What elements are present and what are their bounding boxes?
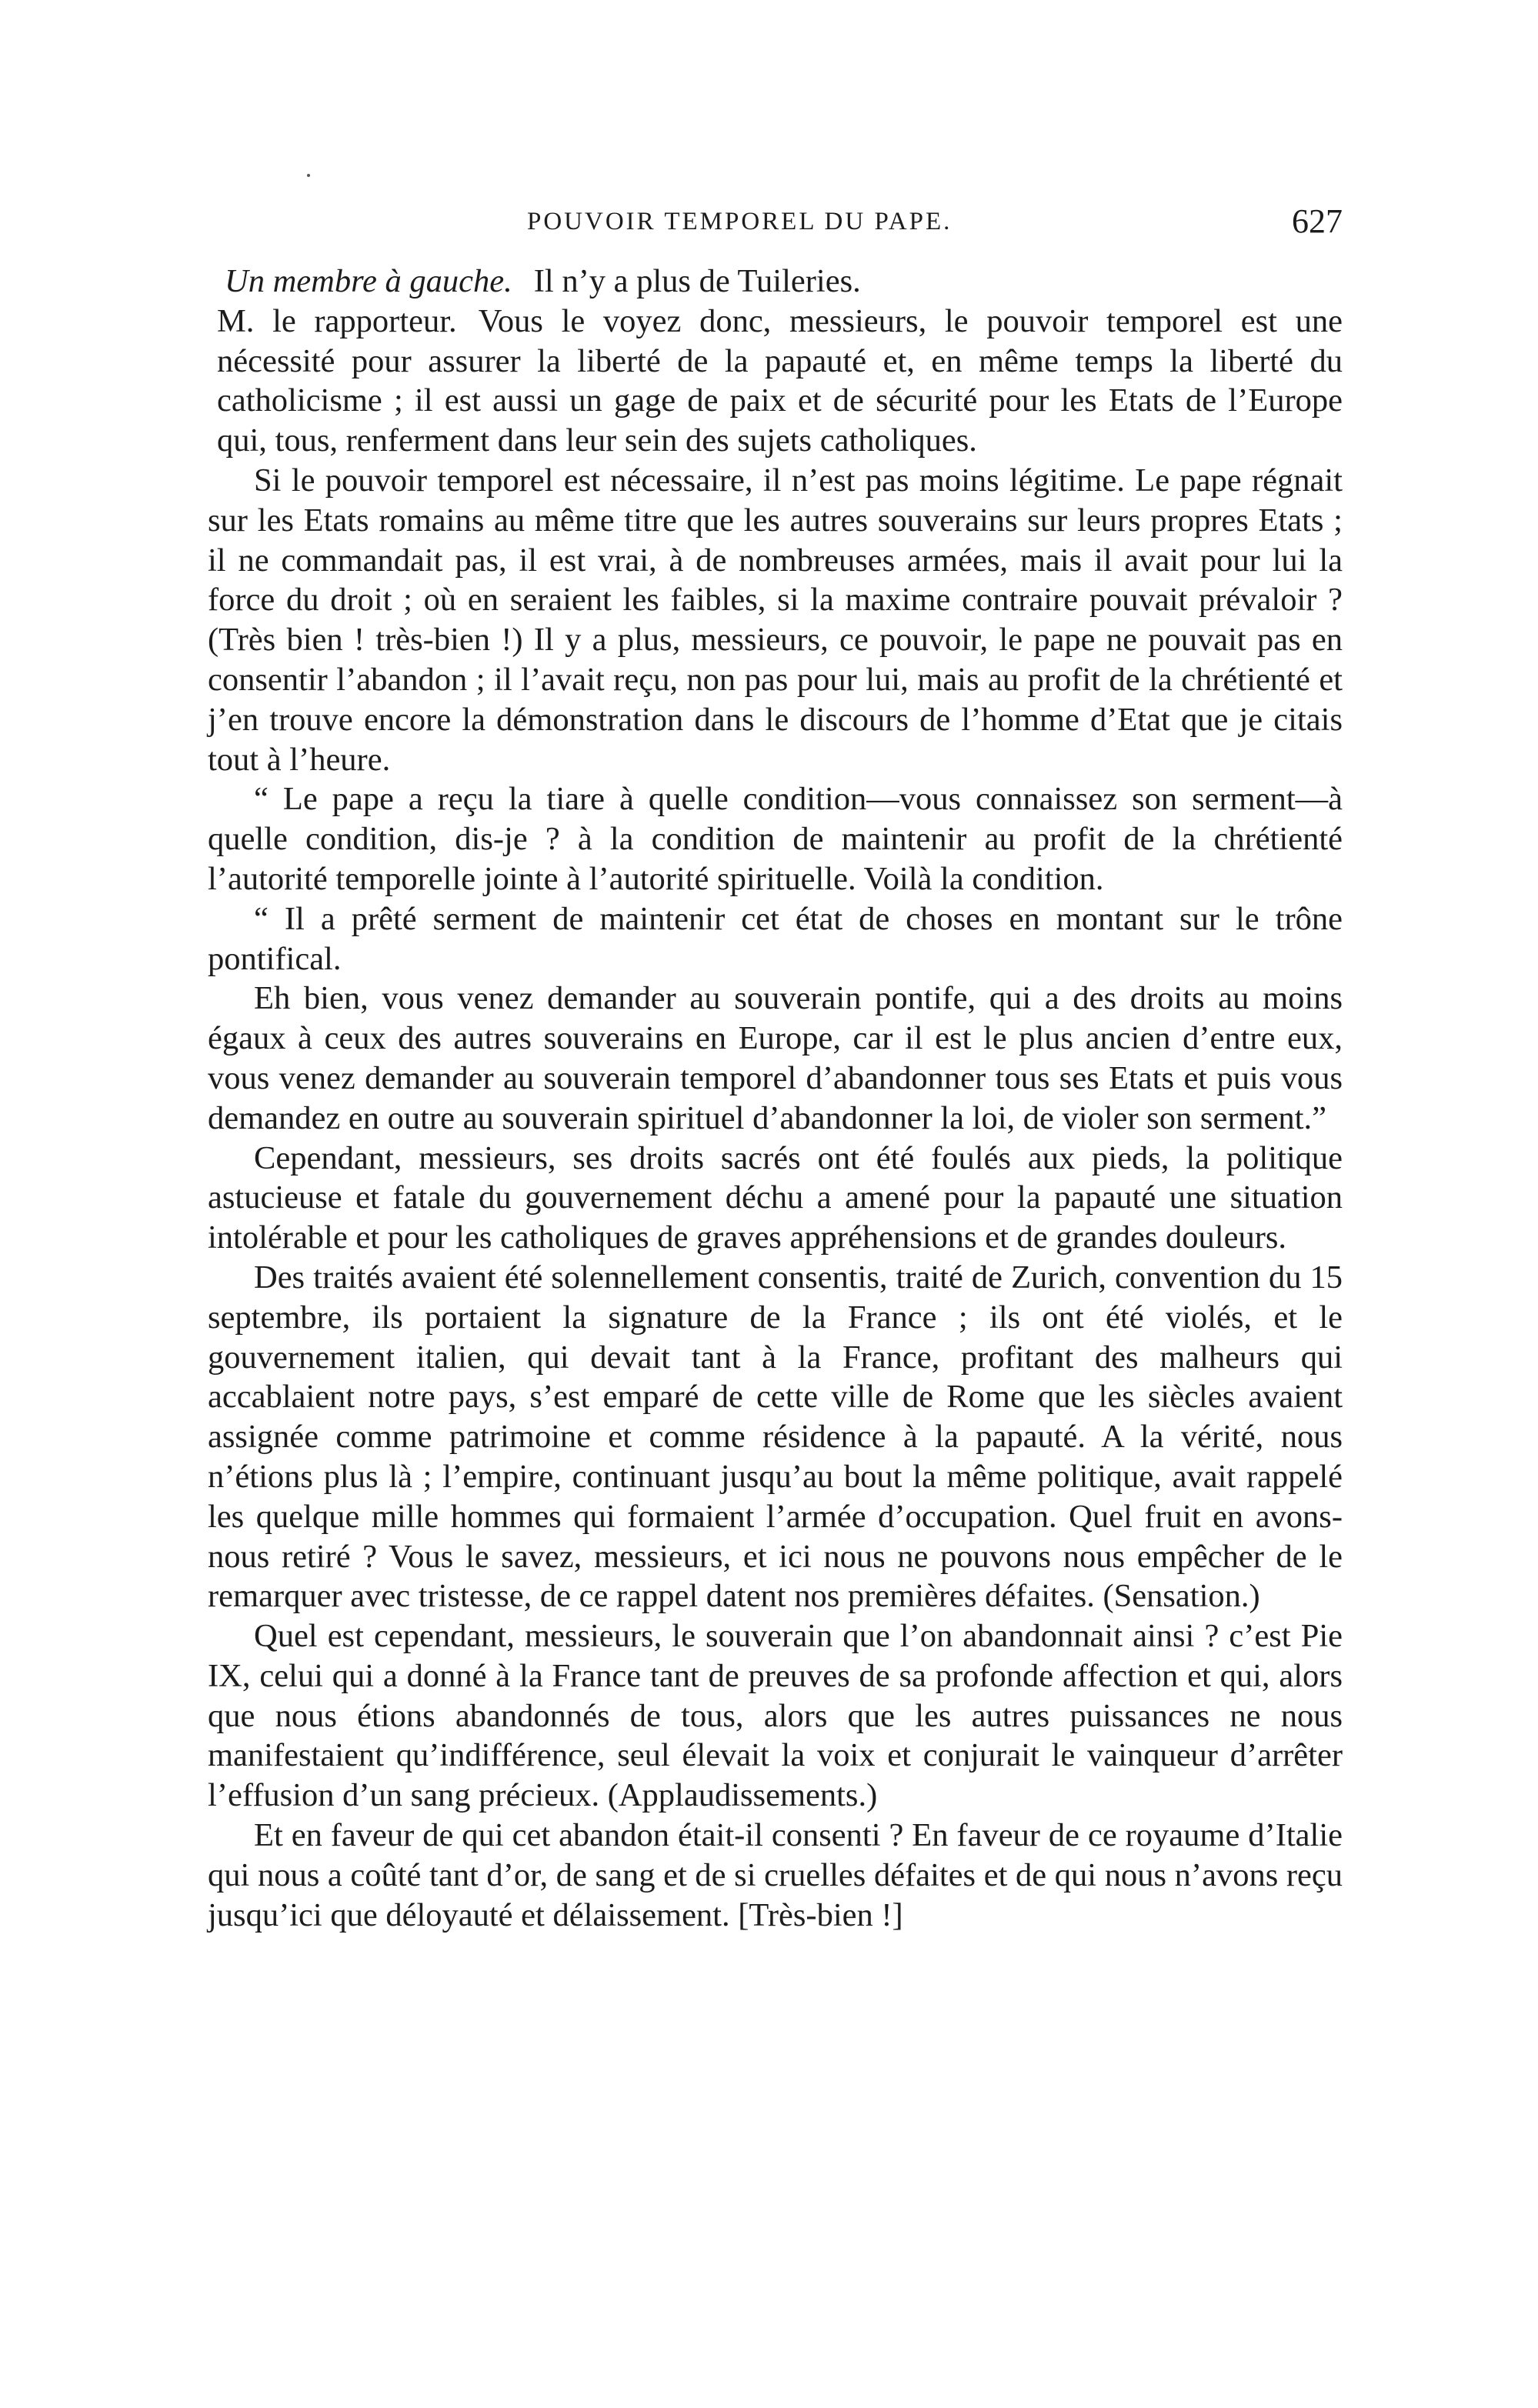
paragraph: “ Le pape a reçu la tiare à quelle condition—vous connaissez son serment—à quelle condition, dis-je ? à la condition de maintenir au profit de la chrétienté l’autorité temporelle jointe à l’autorité spirituelle. Voilà la condition. — [208, 781, 1343, 897]
paragraph: Cependant, messieurs, ses droits sacrés ont été foulés aux pieds, la politique astucieuse et fatale du gouvernement déchu a amené pour la papauté une situation intolérable et pour les catholiques de graves appréhensions et de grandes douleurs. — [208, 1139, 1343, 1256]
paragraph — [208, 302, 1343, 461]
paragraph: Eh bien, vous venez demander au souverain pontife, qui a des droits au moins égaux à ceux des autres souverains en Europe, car il est le plus ancien d’entre eux, vous venez demander au souverain temporel d’abandonner tous ses Etats et puis vous demandez en outre au souverain spirituel d’abandonner la loi, de violer son serment.” — [208, 980, 1343, 1136]
page-number: 627 — [1292, 202, 1343, 240]
paragraph: “ Il a prêté serment de maintenir cet état de choses en montant sur le trône pontifical. — [208, 900, 1343, 977]
paragraph: Et en faveur de qui cet abandon était-il consenti ? En faveur de ce royaume d’Italie qui nous a coûté tant d’or, de sang et de si cruelles défaites et de qui nous n’avons reçu jusqu’ici que déloyauté et délaissement. [Très-bien !] — [208, 1817, 1343, 1933]
paragraph: Quel est cependant, messieurs, le souverain que l’on abandonnait ainsi ? c’est Pie IX, celui qui a donné à la France tant de preuves de sa profonde affection et qui, alors que nous étions abandonnés de tous, alors que les autres puissances ne nous manifestaient qu’indifférence, seul élevait la voix et conjurait le vainqueur d’arrêter l’effusion d’un sang précieux. (Applaudissements.) — [208, 1618, 1343, 1814]
speaker-label: M. le rapporteur. — [217, 302, 457, 339]
body-text — [208, 262, 1343, 1935]
ink-speck — [307, 174, 310, 177]
paragraph: Des traités avaient été solennellement consentis, traité de Zurich, convention du 15 septembre, ils portaient la signature de la France ; ils ont été violés, et le gouvernement italien, qui devait tant à la France, profitant des malheurs qui accablaient notre pays, s’est emparé de cette ville de Rome que les siècles avaient assignée comme patrimoine et comme résidence à la papauté. A la vérité, nous n’étions plus là ; l’empire, continuant jusqu’au bout la même politique, avait rappelé les quelque mille hommes qui formaient l’armée d’occupation. Quel fruit en avons-nous retiré ? Vous le savez, messieurs, et ici nous ne pouvons nous empêcher de le remarquer avec tristesse, de ce rappel datent nos premières défaites. (Sensation.) — [208, 1259, 1343, 1615]
running-title: POUVOIR TEMPOREL DU PAPE. — [527, 208, 952, 235]
paragraph — [208, 262, 1343, 302]
paragraph: Si le pouvoir temporel est nécessaire, il n’est pas moins légitime. Le pape régnait sur les Etats romains au même titre que les autres souverains sur leurs propres Etats ; il ne commandait pas, il est vrai, à de nombreuses armées, mais il avait pour lui la force du droit ; où en seraient les faibles, si la maxime contraire pouvait prévaloir ? (Très bien ! très-bien !) Il y a plus, messieurs, ce pouvoir, le pape ne pouvait pas en consentir l’abandon ; il l’avait reçu, non pas pour lui, mais au profit de la chrétienté et j’en trouve encore la démonstration dans le discours de l’homme d’Etat que je citais tout à l’heure. — [208, 462, 1343, 778]
paragraph-text: Il n’y a plus de Tuileries. — [533, 263, 861, 299]
paragraph-text: Vous le voyez donc, messieurs, le pouvoir temporel est une nécessité pour assurer la liberté de la papauté et, en même temps la liberté du catholicisme ; il est aussi un gage de paix et de sécurité pour les Etats de l’Europe qui, tous, renferment dans leur sein des sujets catholiques. — [217, 302, 1343, 459]
speaker-label: Un membre à gauche. — [225, 263, 512, 299]
running-head — [208, 198, 1343, 245]
